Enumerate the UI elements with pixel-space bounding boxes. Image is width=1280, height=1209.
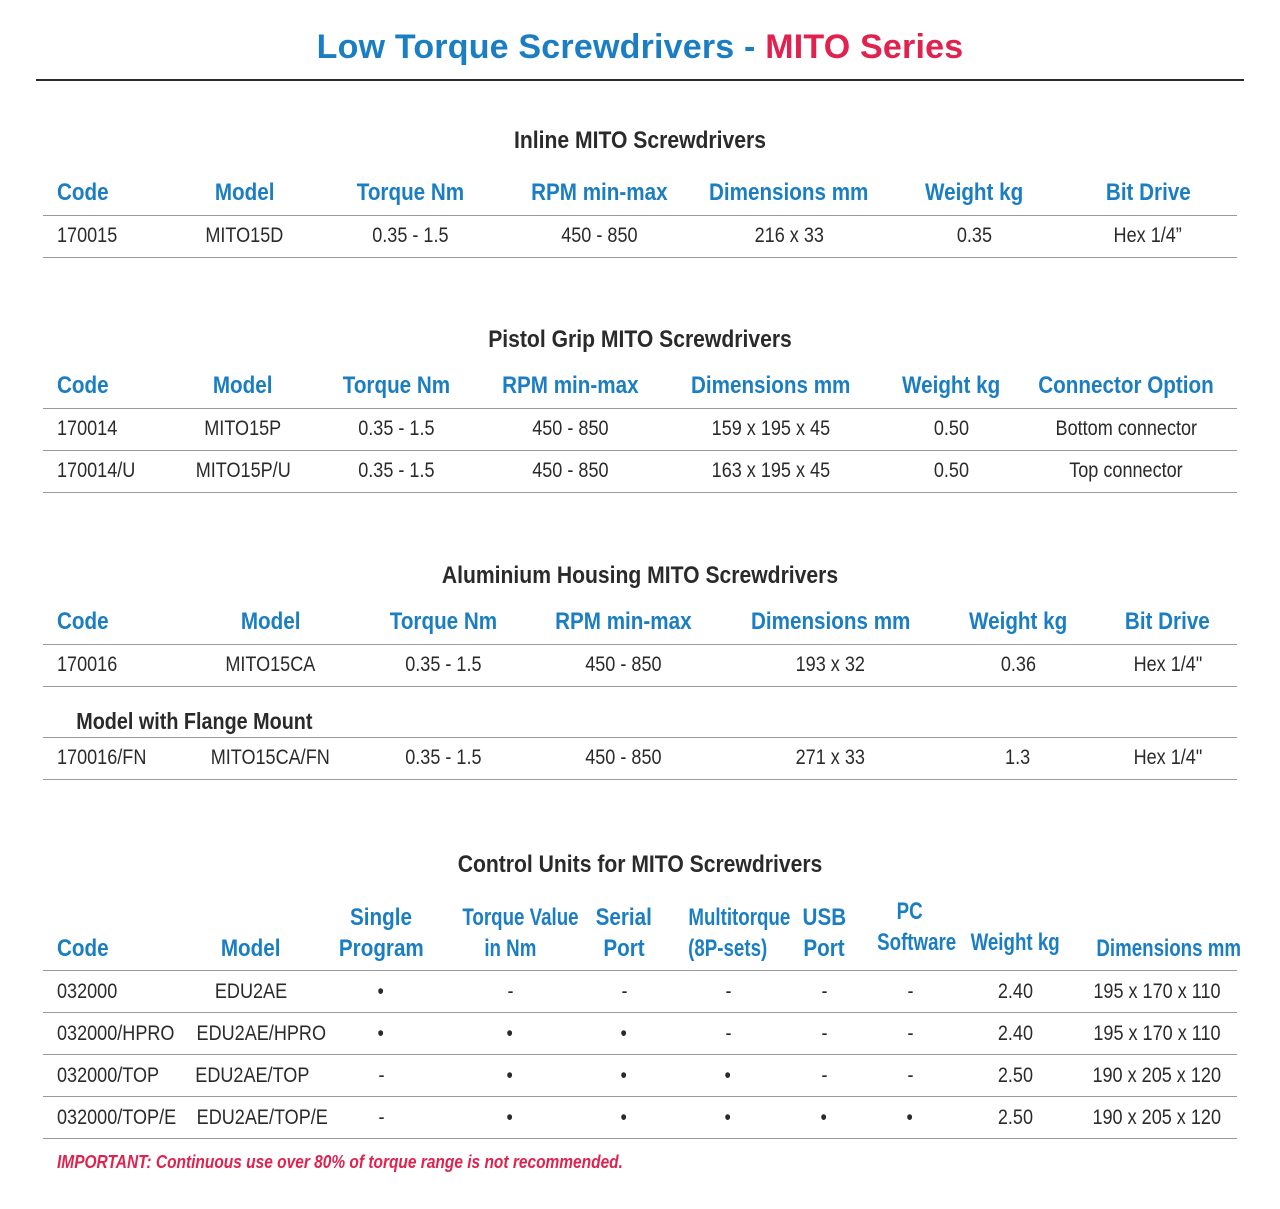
cell-torque: 0.35 - 1.5 <box>308 408 485 450</box>
table-row <box>43 450 1237 492</box>
cell-weight: 0.36 <box>938 644 1098 686</box>
col-header: Dimensions mm <box>689 178 889 215</box>
table-row <box>43 1055 1237 1097</box>
cell-pc-software: - <box>866 971 954 1013</box>
cell-pc-software: - <box>866 1055 954 1097</box>
cell-torque: 0.35 - 1.5 <box>311 215 509 257</box>
cell-pc-software: • <box>866 1097 954 1139</box>
flange-subheading: Model with Flange Mount <box>43 686 1237 737</box>
cell-model: MITO15P/U <box>178 450 308 492</box>
cell-dimensions: 190 x 205 x 120 <box>1076 1055 1237 1097</box>
col-header: Bit Drive <box>1059 178 1237 215</box>
col-header: PC Software <box>866 897 954 971</box>
cell-serial-port: • <box>574 1097 674 1139</box>
col-header: Model <box>178 178 311 215</box>
title-series: MITO Series <box>765 28 964 66</box>
flange-subheading-row <box>43 686 1237 737</box>
col-header: Single Program <box>316 897 446 971</box>
cell-usb-port: • <box>782 1097 866 1139</box>
cell-weight: 2.50 <box>954 1097 1076 1139</box>
cell-code: 032000/HPRO <box>43 1013 186 1055</box>
cell-dimensions: 193 x 32 <box>723 644 938 686</box>
cell-dimensions: 216 x 33 <box>689 215 889 257</box>
cell-rpm: 450 - 850 <box>485 450 655 492</box>
col-header: Dimensions mm <box>723 607 938 644</box>
pistol-table <box>43 371 1237 493</box>
cell-dimensions: 195 x 170 x 110 <box>1076 1013 1237 1055</box>
cell-dimensions: 159 x 195 x 45 <box>655 408 887 450</box>
cell-code: 170016/FN <box>43 737 178 779</box>
col-header: Model <box>178 371 308 408</box>
cell-bit-drive: Hex 1/4” <box>1059 215 1237 257</box>
cell-dimensions: 163 x 195 x 45 <box>655 450 887 492</box>
cell-single-program: • <box>316 971 446 1013</box>
cell-single-program: • <box>316 1013 446 1055</box>
cell-dimensions: 271 x 33 <box>723 737 938 779</box>
cell-usb-port: - <box>782 1013 866 1055</box>
table-row <box>43 408 1237 450</box>
cell-bit-drive: Hex 1/4" <box>1098 737 1237 779</box>
cell-torque-value: - <box>446 971 574 1013</box>
inline-table <box>43 178 1237 258</box>
cell-code: 032000/TOP/E <box>43 1097 186 1139</box>
cell-connector: Top connector <box>1015 450 1237 492</box>
cell-weight: 2.50 <box>954 1055 1076 1097</box>
cell-code: 032000/TOP <box>43 1055 186 1097</box>
cell-dimensions: 195 x 170 x 110 <box>1076 971 1237 1013</box>
col-header: Weight kg <box>954 897 1076 971</box>
cell-model: EDU2AE/HPRO <box>186 1013 316 1055</box>
cell-pc-software: - <box>866 1013 954 1055</box>
cell-weight: 2.40 <box>954 1013 1076 1055</box>
table-row <box>43 1097 1237 1139</box>
table-row <box>43 971 1237 1013</box>
cell-multitorque: - <box>674 971 782 1013</box>
cell-weight: 0.50 <box>887 450 1015 492</box>
col-header: Dimensions mm <box>655 371 887 408</box>
cell-multitorque: • <box>674 1055 782 1097</box>
col-header: RPM min-max <box>523 607 723 644</box>
cell-code: 032000 <box>43 971 186 1013</box>
col-header: Code <box>43 607 178 644</box>
control-section-title: Control Units for MITO Screwdrivers <box>457 851 823 878</box>
col-header: Model <box>178 607 363 644</box>
cell-model: EDU2AE <box>186 971 316 1013</box>
cell-weight: 1.3 <box>938 737 1098 779</box>
cell-model: MITO15P <box>178 408 308 450</box>
cell-serial-port: - <box>574 971 674 1013</box>
cell-torque: 0.35 - 1.5 <box>363 644 523 686</box>
table-row <box>43 737 1237 779</box>
cell-model: MITO15D <box>178 215 311 257</box>
title-divider <box>36 79 1244 81</box>
cell-model: MITO15CA <box>178 644 363 686</box>
cell-code: 170015 <box>43 215 178 257</box>
cell-rpm: 450 - 850 <box>485 408 655 450</box>
title-main: Low Torque Screwdrivers - <box>316 28 766 66</box>
cell-serial-port: • <box>574 1013 674 1055</box>
table-row <box>43 644 1237 686</box>
col-header: Code <box>43 897 186 971</box>
cell-torque-value: • <box>446 1055 574 1097</box>
cell-model: EDU2AE/TOP/E <box>186 1097 316 1139</box>
col-header: Weight kg <box>889 178 1059 215</box>
cell-code: 170014/U <box>43 450 178 492</box>
col-header: Model <box>186 897 316 971</box>
col-header: RPM min-max <box>509 178 689 215</box>
cell-torque-value: • <box>446 1097 574 1139</box>
col-header: Multitorque (8P-sets) <box>674 897 782 971</box>
col-header: Bit Drive <box>1098 607 1237 644</box>
cell-dimensions: 190 x 205 x 120 <box>1076 1097 1237 1139</box>
control-table <box>43 897 1241 1139</box>
col-header: Code <box>43 371 178 408</box>
cell-rpm: 450 - 850 <box>523 644 723 686</box>
cell-weight: 0.35 <box>889 215 1059 257</box>
table-row <box>43 1013 1237 1055</box>
col-header: Code <box>43 178 178 215</box>
table-row <box>43 215 1237 257</box>
cell-model: EDU2AE/TOP <box>186 1055 316 1097</box>
cell-rpm: 450 - 850 <box>509 215 689 257</box>
cell-usb-port: - <box>782 971 866 1013</box>
page-title <box>0 28 1280 67</box>
col-header: Torque Nm <box>311 178 509 215</box>
col-header: Weight kg <box>938 607 1098 644</box>
col-header: Dimensions mm <box>1076 897 1237 971</box>
col-header: Torque Nm <box>308 371 485 408</box>
cell-torque-value: • <box>446 1013 574 1055</box>
cell-torque: 0.35 - 1.5 <box>308 450 485 492</box>
col-header: Serial Port <box>574 897 674 971</box>
important-note: IMPORTANT: Continuous use over 80% of torque range is not recommended. <box>57 1152 623 1172</box>
col-header: Weight kg <box>887 371 1015 408</box>
col-header: RPM min-max <box>485 371 655 408</box>
aluminium-section-title: Aluminium Housing MITO Screwdrivers <box>441 562 839 589</box>
cell-connector: Bottom connector <box>1015 408 1237 450</box>
col-header: Connector Option <box>1015 371 1237 408</box>
col-header: USB Port <box>782 897 866 971</box>
cell-code: 170016 <box>43 644 178 686</box>
cell-bit-drive: Hex 1/4" <box>1098 644 1237 686</box>
cell-torque: 0.35 - 1.5 <box>363 737 523 779</box>
cell-multitorque: • <box>674 1097 782 1139</box>
col-header: Torque Nm <box>363 607 523 644</box>
cell-code: 170014 <box>43 408 178 450</box>
cell-single-program: - <box>316 1097 446 1139</box>
cell-usb-port: - <box>782 1055 866 1097</box>
inline-section-title: Inline MITO Screwdrivers <box>514 127 766 154</box>
cell-rpm: 450 - 850 <box>523 737 723 779</box>
cell-serial-port: • <box>574 1055 674 1097</box>
pistol-section-title: Pistol Grip MITO Screwdrivers <box>488 326 792 353</box>
cell-weight: 2.40 <box>954 971 1076 1013</box>
col-header: Torque Value in Nm <box>446 897 574 971</box>
aluminium-table <box>43 607 1237 780</box>
cell-single-program: - <box>316 1055 446 1097</box>
cell-model: MITO15CA/FN <box>178 737 363 779</box>
cell-multitorque: - <box>674 1013 782 1055</box>
cell-weight: 0.50 <box>887 408 1015 450</box>
